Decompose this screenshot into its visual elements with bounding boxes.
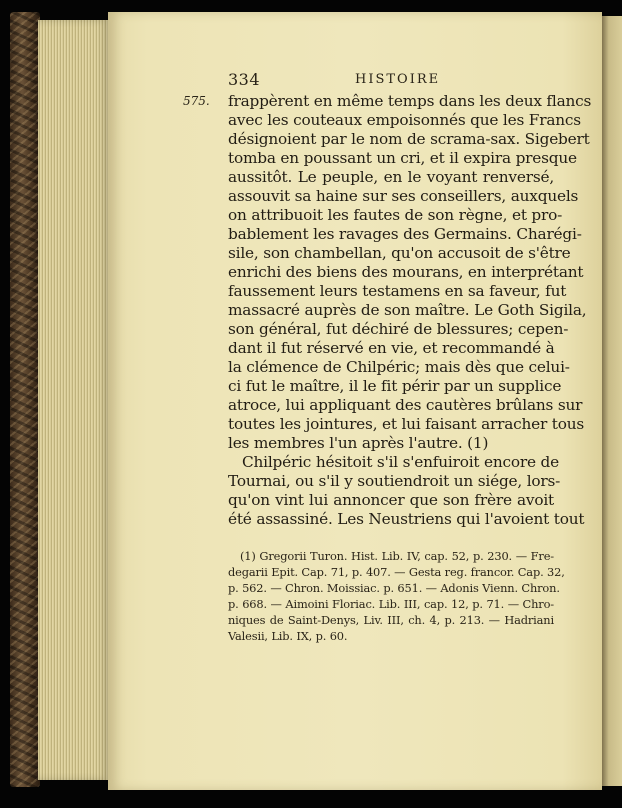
text-line: ci fut le maître, il le fit périr par un supplice [228,377,562,395]
text-line: Chilpéric hésitoit s'il s'enfuiroit encore de [242,453,559,471]
footnotes [228,548,565,644]
text-line: enrichi des biens des mourans, en interprétant [228,263,584,281]
running-title: HISTOIRE [355,72,441,87]
body-text [228,92,592,529]
text-line: assouvit sa haine sur ses conseillers, auxquels [228,187,579,205]
text-line: toutes les jointures, et lui faisant arracher tous [228,415,585,433]
text-line: sile, son chambellan, qu'on accusoit de s'être [228,244,571,262]
text-line: on attribuoit les fautes de son règne, et pro- [228,206,563,224]
text-line: bablement les ravages des Germains. Charégi- [228,225,582,243]
text-line: son général, fut déchiré de blessures; cepen- [228,320,569,338]
text-line: frappèrent en même temps dans les deux flancs [228,92,592,110]
text-line: massacré auprès de son maître. Le Goth Sigila, [228,301,587,319]
page-number: 334 [228,70,261,89]
text-line: faussement leurs testamens en sa faveur, fut [228,282,567,300]
footnote-line: p. 668. — Aimoini Floriac. Lib. III, cap. 12, p. 71. — Chro- [228,597,554,611]
footnote-line: degarii Epit. Cap. 71, p. 407. — Gesta reg. francor. Cap. 32, [228,565,565,579]
text-line: atroce, lui appliquant des cautères brûlans sur [228,396,583,414]
text-line: la clémence de Chilpéric; mais dès que celui- [228,358,570,376]
page-edges [38,20,110,780]
text-line: avec les couteaux empoisonnés que les Francs [228,111,581,129]
footnote-line: p. 562. — Chron. Moissiac. p. 651. — Adonis Vienn. Chron. [228,581,560,595]
text-line: été assassiné. Les Neustriens qui l'avoient tout [228,510,585,528]
text-line: Tournai, ou s'il y soutiendroit un siége, lors- [228,472,561,490]
text-line: qu'on vint lui annoncer que son frère avoit [228,491,554,509]
marbled-cover [10,12,40,787]
footnote-line: niques de Saint-Denys, Liv. III, ch. 4, p. 213. — Hadriani [228,613,554,627]
text-line: dant il fut réservé en vie, et recommandé à [228,339,555,357]
margin-year: 575. [183,94,210,108]
footnote-line: (1) Gregorii Turon. Hist. Lib. IV, cap. 52, p. 230. — Fre- [240,549,554,563]
text-line: aussitôt. Le peuple, en le voyant renversé, [228,168,554,186]
text-line: tomba en poussant un cri, et il expira presque [228,149,577,167]
text-line: désignoient par le nom de scrama-sax. Sigebert [228,130,590,148]
footnote-line: Valesii, Lib. IX, p. 60. [228,629,348,643]
text-line: les membres l'un après l'autre. (1) [228,434,489,452]
facing-page-edge [600,16,622,786]
